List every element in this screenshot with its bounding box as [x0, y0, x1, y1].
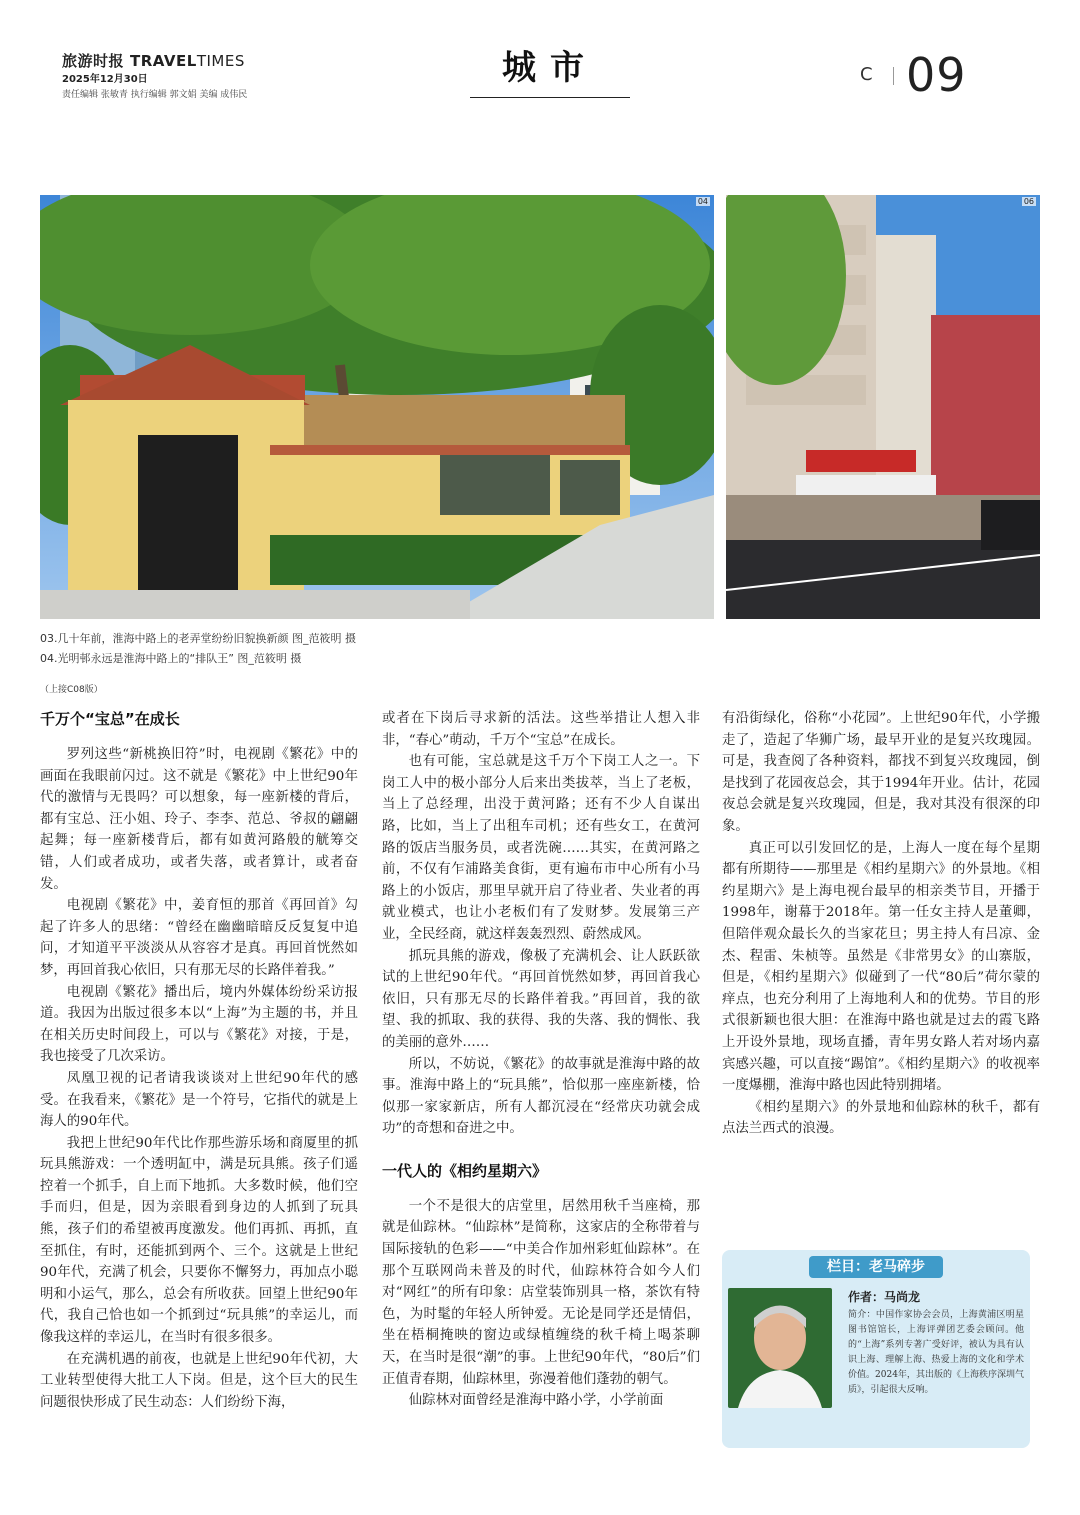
paragraph: 抓玩具熊的游戏，像极了充满机会、让人跃跃欲试的上世纪90年代。“再回首恍然如梦，再回首我心依旧，只有那无尽的长路伴着我。”再回首，我的欲望、我的抓取、我的获得、我的失落、我的惆怅、我的美丽的意外…… [382, 948, 700, 1050]
paragraph: 在充满机遇的前夜，也就是上世纪90年代初，大工业转型使得大批工人下岗。但是，这个巨大的民生问题很快形成了民生动态：人们纷纷下海， [40, 1351, 358, 1410]
paragraph: 我把上世纪90年代比作那些游乐场和商厦里的抓玩具熊游戏：一个透明缸中，满是玩具熊。孩子们遥控着一个抓手，自上而下地抓。大多数时候，他们空手而归，但是，因为亲眼看到身边的人抓到了玩具熊，孩子们的希望被再度激发。他们再抓、再抓，直至抓住，有时，还能抓到两个、三个。这就是上世纪90年代，充满了机会，只要你不懈努力，再加点小聪明和小运气，那么，总会有所收获。回望上世纪90年代，我自己恰也如一个抓到过“玩具熊”的幸运儿，而像我这样的幸运儿，在当时有很多很多。 [40, 1135, 358, 1346]
paragraph: 电视剧《繁花》播出后，境内外媒体纷纷采访报道。我因为出版过很多本以“上海”为主题的书，并且在相关历史时间段上，可以与《繁花》对接，于是，我也接受了几次采访。 [40, 984, 358, 1065]
paragraph: 罗列这些“新桃换旧符”时，电视剧《繁花》中的画面在我眼前闪过。这不就是《繁花》中上世纪90年代的激情与无畏吗？可以想象，每一座新楼的背后，都有宝总、汪小姐、玲子、李李、范总、爷叔的翩翩起舞；每一座新楼背后，都有如黄河路般的觥筹交错，人们或者成功，或者失落，或者算计，或者奋发。 [40, 747, 358, 892]
author-column-box [722, 1250, 1030, 1448]
photo-caption-03: 03.几十年前，淮海中路上的老弄堂纷纷旧貌换新颜 图_范筱明 摄 [40, 632, 356, 645]
brand-en-bold: TRAVEL [130, 52, 197, 70]
column-title: 栏目：老马碎步 [809, 1256, 943, 1278]
section-underline [470, 97, 630, 98]
paragraph: 电视剧《繁花》中，姜育恒的那首《再回首》勾起了许多人的思绪：“曾经在幽幽暗暗反反复复中追问，才知道平平淡淡从从容容才是真。再回首恍然如梦，再回首我心依旧，只有那无尽的长路伴着我。” [40, 898, 358, 978]
page-number: 09 [906, 48, 967, 102]
photo-lane-gate [40, 195, 714, 619]
newspaper-logo [62, 50, 245, 71]
paragraph: 真正可以引发回忆的是，上海人一度在每个星期都有所期待——那里是《相约星期六》的外景地。《相约星期六》是上海电视台最早的相亲类节目，开播于1998年，谢幕于2018年。第一任女主持人是董卿，但陪伴观众最长久的当家花旦；男主持人有吕凉、金杰、程雷、朱桢等。虽然是《非常男女》的山寨版，但是，《相约星期六》似碰到了一代“80后”荷尔蒙的痒点，也充分利用了上海地利人和的优势。节目的形式很新颖也很大胆：在淮海中路也就是过去的霞飞路上开设外景地，现场直播，青年男女路人若对场内嘉宾感兴趣，可以直接“踢馆”。《相约星期六》的收视率一度爆棚，淮海中路也因此特别拥堵。 [722, 840, 1040, 1094]
paragraph: 凤凰卫视的记者请我谈谈对上世纪90年代的感受。在我看来，《繁花》是一个符号，它指代的就是上海人的90年代。 [40, 1070, 358, 1130]
subheading-saturday: 一代人的《相约星期六》 [382, 1161, 548, 1180]
paragraph: 一个不是很大的店堂里，居然用秋千当座椅，那就是仙踪林。“仙踪林”是简称，这家店的全称带着与国际接轨的色彩——“中美合作加州彩虹仙踪林”。在那个互联网尚未普及的时代，仙踪林符合如今人们对“网红”的所有印象：店堂装饰别具一格，茶饮有特色，为时髦的年轻人所钟爱。无论是同学还是情侣，坐在梧桐掩映的窗边或绿植缠绕的秋千椅上喝茶聊天，在当时是很“潮”的事。上世纪90年代，“80后”们正值青春期，仙踪林里，弥漫着他们蓬勃的朝气。 [382, 1198, 700, 1387]
subheading-baozong: 千万个“宝总”在成长 [40, 710, 180, 728]
page-separator [893, 67, 894, 85]
continued-note: （上接C08版） [40, 685, 103, 695]
editor-credits: 责任编辑 张敏青 执行编辑 郭文娟 美编 成伟民 [62, 90, 248, 100]
photo-street-queue [726, 195, 1040, 619]
photo-number-right: 06 [1023, 197, 1034, 206]
paragraph: 仙踪林对面曾经是淮海中路小学，小学前面 [408, 1393, 664, 1409]
section-title: 城市 [502, 48, 598, 88]
paragraph: 所以，不妨说，《繁花》的故事就是淮海中路的故事。淮海中路上的“玩具熊”，恰似那一座座新楼，恰似那一家家新店，所有人都沉浸在“经常庆功就会成功”的奇想和奋进之中。 [382, 1056, 700, 1137]
paragraph: 或者在下岗后寻求新的活法。这些举措让人想入非非，“春心”萌动，千万个“宝总”在成长。 [382, 711, 700, 748]
article-column-1 [40, 708, 358, 1413]
paragraph: 也有可能，宝总就是这千万个下岗工人之一。下岗工人中的极小部分人后来出类拔萃，当上了老板，当上了总经理，出没于黄河路；还有不少人自谋出路，比如，当上了出租车司机；还有些女工，在黄河路的饭店当服务员，或者洗碗……其实，在黄河路之前，不仅有乍浦路美食街，更有遍布市中心所有小马路上的小饭店，那里早就开启了待业者、失业者的再就业模式，也让小老板们有了发财梦。发展第三产业，全民经商，就这样轰轰烈烈、蔚然成风。 [382, 754, 700, 942]
brand-cn: 旅游时报 [62, 52, 125, 70]
photo-caption-04: 04.光明邨永远是淮海中路上的“排队王” 图_范筱明 摄 [40, 652, 302, 665]
author-name: 作者：马尚龙 [848, 1290, 921, 1304]
page-letter: C [860, 64, 873, 85]
article-column-2 [382, 708, 700, 1412]
photo-number-left: 04 [697, 197, 708, 206]
author-bio: 简介：中国作家协会会员，上海黄浦区明星图书馆馆长，上海评弹团艺委会顾问。他的“上海”系列专著广受好评，被认为具有认识上海、理解上海、热爱上海的文化和学术价值。2024年，其出版的《上海秩序深圳气质》，引起很大反响。 [848, 1310, 1024, 1395]
paragraph: 有沿街绿化，俗称“小花园”。上世纪90年代，小学搬走了，造起了华狮广场，最早开业的是复兴玫瑰园。可是，我查阅了各种资料，都找不到复兴玫瑰园，倒是找到了花园夜总会，其于1994年开业。估计，花园夜总会就是复兴玫瑰园，但是，我对其没有很深的印象。 [722, 711, 1040, 834]
brand-en-light: TIMES [196, 52, 245, 70]
paragraph: 《相约星期六》的外景地和仙踪林的秋千，都有点法兰西式的浪漫。 [722, 1099, 1040, 1137]
author-photo [728, 1288, 832, 1408]
article-column-3 [722, 708, 1040, 1140]
issue-date: 2025年12月30日 [62, 74, 148, 85]
